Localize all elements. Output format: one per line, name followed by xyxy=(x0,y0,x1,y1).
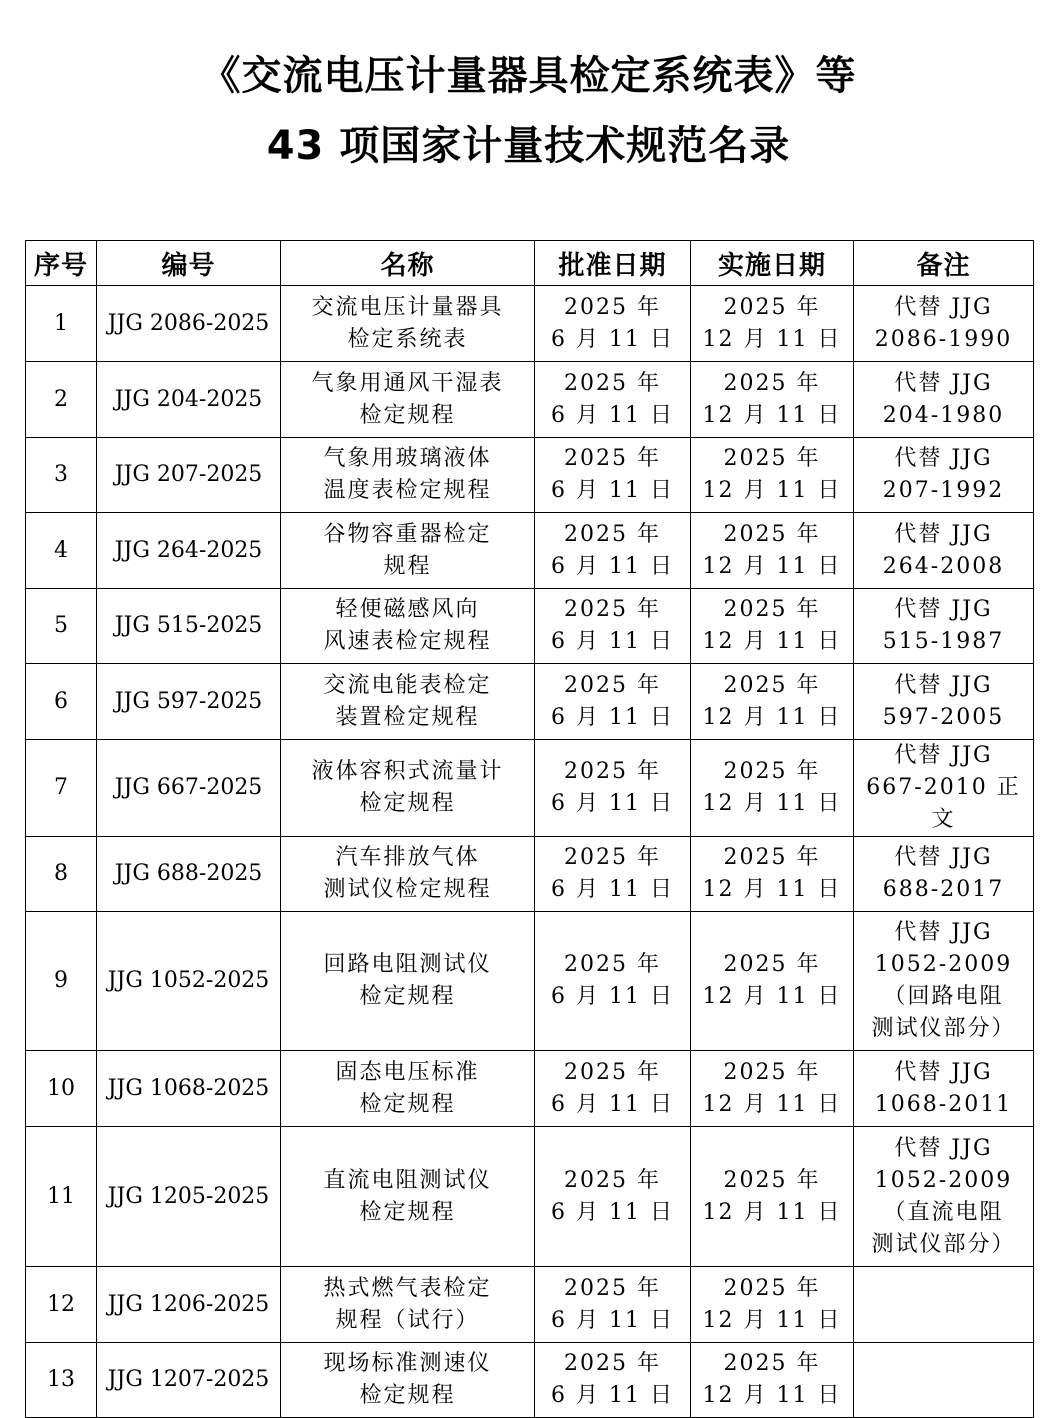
header-name: 名称 xyxy=(281,241,535,286)
implementation-date-line: 12 月 11 日 xyxy=(702,704,842,730)
table-row xyxy=(26,664,1034,740)
implementation-date-line: 2025 年 xyxy=(723,446,821,471)
spec-name-line: 轻便磁感风向 xyxy=(335,597,480,622)
approval-date-line: 6 月 11 日 xyxy=(551,478,674,503)
header-implementation-date: 实施日期 xyxy=(691,241,854,286)
remarks xyxy=(854,1267,1034,1343)
implementation-date-line: 2025 年 xyxy=(723,1059,821,1085)
approval-date-line: 2025 年 xyxy=(564,1167,661,1193)
remarks-line: 代替 JJG xyxy=(894,1135,993,1161)
approval-date xyxy=(535,438,691,513)
row-index: 8 xyxy=(26,837,97,912)
approval-date-line: 6 月 11 日 xyxy=(551,1199,674,1225)
header-approval-date: 批准日期 xyxy=(535,241,691,286)
approval-date-line: 6 月 11 日 xyxy=(551,326,674,352)
approval-date-line: 2025 年 xyxy=(564,1275,661,1301)
spec-name-line: 检定规程 xyxy=(359,1091,456,1117)
remarks xyxy=(854,438,1034,513)
implementation-date xyxy=(691,513,854,589)
approval-date-line: 2025 年 xyxy=(564,845,661,870)
approval-date-line: 2025 年 xyxy=(564,1351,661,1376)
remarks-line: 207-1992 xyxy=(882,478,1005,503)
remarks xyxy=(854,664,1034,740)
approval-date-line: 2025 年 xyxy=(564,370,661,396)
remarks-line: 代替 JJG xyxy=(894,672,993,698)
approval-date-line: 6 月 11 日 xyxy=(551,1383,674,1408)
spec-name-line: 检定规程 xyxy=(359,1199,456,1225)
header-index: 序号 xyxy=(26,241,97,286)
implementation-date-line: 12 月 11 日 xyxy=(702,402,842,428)
implementation-date-line: 12 月 11 日 xyxy=(702,1383,842,1408)
spec-code: JJG 207-2025 xyxy=(97,438,281,513)
remarks xyxy=(854,362,1034,438)
approval-date-line: 6 月 11 日 xyxy=(551,791,674,816)
approval-date xyxy=(535,286,691,362)
approval-date-line: 2025 年 xyxy=(564,521,661,547)
remarks-line: 代替 JJG xyxy=(894,1059,993,1085)
row-index: 10 xyxy=(26,1051,97,1127)
spec-code: JJG 1207-2025 xyxy=(97,1343,281,1418)
implementation-date-line: 2025 年 xyxy=(723,1167,821,1193)
remarks-line: 测试仪部分） xyxy=(871,1231,1016,1257)
remarks xyxy=(854,589,1034,664)
spec-name-line: 交流电压计量器具 xyxy=(311,294,504,320)
implementation-date-line: 12 月 11 日 xyxy=(702,1091,842,1117)
spec-code: JJG 515-2025 xyxy=(97,589,281,664)
document-title-line-2: 43 项国家计量技术规范名录 xyxy=(266,123,791,169)
remarks-line: 代替 JJG xyxy=(894,446,993,471)
spec-name xyxy=(281,1343,535,1418)
remarks xyxy=(854,513,1034,589)
approval-date-line: 2025 年 xyxy=(564,294,661,320)
remarks-line: 667-2010 正文 xyxy=(866,775,1021,832)
approval-date-line: 6 月 11 日 xyxy=(551,1091,674,1117)
implementation-date xyxy=(691,740,854,837)
implementation-date-line: 2025 年 xyxy=(723,521,821,547)
implementation-date-line: 2025 年 xyxy=(723,759,821,784)
approval-date-line: 2025 年 xyxy=(564,759,661,784)
approval-date-line: 2025 年 xyxy=(564,952,661,977)
header-remarks: 备注 xyxy=(854,241,1034,286)
spec-name-line: 热式燃气表检定 xyxy=(323,1275,492,1301)
remarks-line: （回路电阻 xyxy=(883,984,1004,1009)
spec-name-line: 汽车排放气体 xyxy=(335,845,480,870)
remarks-line: 代替 JJG xyxy=(894,370,993,396)
spec-name xyxy=(281,740,535,837)
remarks-line: 1068-2011 xyxy=(874,1091,1013,1117)
approval-date xyxy=(535,912,691,1051)
table-row xyxy=(26,1267,1034,1343)
remarks-line: 264-2008 xyxy=(882,553,1005,579)
row-index: 13 xyxy=(26,1343,97,1418)
spec-name-line: 检定规程 xyxy=(359,791,456,816)
row-index: 4 xyxy=(26,513,97,589)
approval-date-line: 6 月 11 日 xyxy=(551,553,674,579)
row-index: 5 xyxy=(26,589,97,664)
remarks-line: 代替 JJG xyxy=(894,845,993,870)
spec-name xyxy=(281,589,535,664)
table-row xyxy=(26,740,1034,837)
remarks-line: 515-1987 xyxy=(882,629,1005,654)
approval-date-line: 2025 年 xyxy=(564,597,661,622)
implementation-date-line: 12 月 11 日 xyxy=(702,984,842,1009)
implementation-date xyxy=(691,664,854,740)
spec-code: JJG 667-2025 xyxy=(97,740,281,837)
row-index: 11 xyxy=(26,1127,97,1267)
implementation-date-line: 2025 年 xyxy=(723,952,821,977)
remarks-line: 代替 JJG xyxy=(894,597,993,622)
remarks-line: 代替 JJG xyxy=(894,920,993,945)
implementation-date-line: 12 月 11 日 xyxy=(702,1307,842,1333)
spec-name-line: 谷物容重器检定 xyxy=(323,521,492,547)
implementation-date xyxy=(691,362,854,438)
spec-name xyxy=(281,1127,535,1267)
approval-date-line: 6 月 11 日 xyxy=(551,1307,674,1333)
table-row xyxy=(26,1343,1034,1418)
remarks-line: 代替 JJG xyxy=(894,743,993,768)
spec-name-line: 气象用玻璃液体 xyxy=(323,446,492,471)
implementation-date-line: 12 月 11 日 xyxy=(702,553,842,579)
header-code: 编号 xyxy=(97,241,281,286)
spec-name-line: 检定系统表 xyxy=(347,326,468,352)
spec-name xyxy=(281,1051,535,1127)
specification-table xyxy=(25,240,1034,1418)
spec-name-line: 回路电阻测试仪 xyxy=(323,952,492,977)
spec-name-line: 风速表检定规程 xyxy=(323,629,492,654)
implementation-date-line: 2025 年 xyxy=(723,1351,821,1376)
implementation-date-line: 12 月 11 日 xyxy=(702,478,842,503)
table-row xyxy=(26,438,1034,513)
row-index: 6 xyxy=(26,664,97,740)
spec-name xyxy=(281,513,535,589)
table-header-row xyxy=(26,241,1034,286)
table-row xyxy=(26,286,1034,362)
implementation-date xyxy=(691,1127,854,1267)
spec-name-line: 固态电压标准 xyxy=(335,1059,480,1085)
implementation-date-line: 2025 年 xyxy=(723,597,821,622)
spec-name xyxy=(281,1267,535,1343)
remarks xyxy=(854,286,1034,362)
spec-name-line: 装置检定规程 xyxy=(335,704,480,730)
approval-date xyxy=(535,1127,691,1267)
row-index: 12 xyxy=(26,1267,97,1343)
spec-name-line: 现场标准测速仪 xyxy=(323,1351,492,1376)
implementation-date-line: 2025 年 xyxy=(723,845,821,870)
approval-date xyxy=(535,362,691,438)
approval-date-line: 6 月 11 日 xyxy=(551,984,674,1009)
approval-date-line: 2025 年 xyxy=(564,1059,661,1085)
implementation-date xyxy=(691,912,854,1051)
row-index: 3 xyxy=(26,438,97,513)
spec-name-line: 气象用通风干湿表 xyxy=(311,370,504,396)
implementation-date-line: 12 月 11 日 xyxy=(702,1199,842,1225)
spec-name xyxy=(281,362,535,438)
remarks-line: 测试仪部分） xyxy=(871,1016,1016,1041)
remarks xyxy=(854,740,1034,837)
spec-code: JJG 1068-2025 xyxy=(97,1051,281,1127)
implementation-date xyxy=(691,837,854,912)
remarks-line: 代替 JJG xyxy=(894,521,993,547)
row-index: 7 xyxy=(26,740,97,837)
spec-code: JJG 264-2025 xyxy=(97,513,281,589)
row-index: 1 xyxy=(26,286,97,362)
approval-date xyxy=(535,740,691,837)
implementation-date xyxy=(691,286,854,362)
spec-name-line: 检定规程 xyxy=(359,402,456,428)
table-row xyxy=(26,589,1034,664)
approval-date-line: 6 月 11 日 xyxy=(551,704,674,730)
implementation-date xyxy=(691,589,854,664)
implementation-date-line: 12 月 11 日 xyxy=(702,326,842,352)
spec-name xyxy=(281,438,535,513)
approval-date xyxy=(535,513,691,589)
implementation-date-line: 2025 年 xyxy=(723,672,821,698)
approval-date xyxy=(535,1343,691,1418)
implementation-date-line: 2025 年 xyxy=(723,1275,821,1301)
document-title-line-1: 《交流电压计量器具检定系统表》等 xyxy=(200,53,857,99)
spec-code: JJG 204-2025 xyxy=(97,362,281,438)
table-row xyxy=(26,912,1034,1051)
table-row xyxy=(26,362,1034,438)
remarks-line: 1052-2009 xyxy=(874,1167,1013,1193)
implementation-date-line: 12 月 11 日 xyxy=(702,791,842,816)
implementation-date xyxy=(691,1051,854,1127)
remarks-line: 597-2005 xyxy=(882,704,1005,730)
spec-name-line: 检定规程 xyxy=(359,984,456,1009)
spec-code: JJG 688-2025 xyxy=(97,837,281,912)
remarks xyxy=(854,837,1034,912)
spec-code: JJG 1205-2025 xyxy=(97,1127,281,1267)
remarks-line: 1052-2009 xyxy=(874,952,1013,977)
approval-date xyxy=(535,1051,691,1127)
spec-code: JJG 2086-2025 xyxy=(97,286,281,362)
spec-name xyxy=(281,664,535,740)
approval-date xyxy=(535,589,691,664)
implementation-date-line: 2025 年 xyxy=(723,294,821,320)
implementation-date-line: 12 月 11 日 xyxy=(702,629,842,654)
table-row xyxy=(26,513,1034,589)
implementation-date-line: 12 月 11 日 xyxy=(702,877,842,902)
approval-date-line: 2025 年 xyxy=(564,672,661,698)
remarks-line: （直流电阻 xyxy=(883,1199,1004,1225)
implementation-date-line: 2025 年 xyxy=(723,370,821,396)
remarks-line: 2086-1990 xyxy=(874,326,1013,352)
spec-name-line: 交流电能表检定 xyxy=(323,672,492,698)
remarks xyxy=(854,1343,1034,1418)
spec-name-line: 测试仪检定规程 xyxy=(323,877,492,902)
table-row xyxy=(26,1051,1034,1127)
row-index: 2 xyxy=(26,362,97,438)
implementation-date xyxy=(691,438,854,513)
implementation-date xyxy=(691,1267,854,1343)
spec-name xyxy=(281,837,535,912)
spec-name-line: 液体容积式流量计 xyxy=(311,759,504,784)
approval-date xyxy=(535,664,691,740)
spec-name-line: 规程 xyxy=(383,553,432,579)
row-index: 9 xyxy=(26,912,97,1051)
remarks xyxy=(854,912,1034,1051)
table-row xyxy=(26,837,1034,912)
spec-name-line: 检定规程 xyxy=(359,1383,456,1408)
spec-code: JJG 597-2025 xyxy=(97,664,281,740)
spec-name-line: 温度表检定规程 xyxy=(323,478,492,503)
spec-name-line: 规程（试行） xyxy=(335,1307,480,1333)
remarks-line: 204-1980 xyxy=(882,402,1005,428)
approval-date-line: 6 月 11 日 xyxy=(551,877,674,902)
spec-name-line: 直流电阻测试仪 xyxy=(323,1167,492,1193)
table-row xyxy=(26,1127,1034,1267)
remarks xyxy=(854,1051,1034,1127)
spec-code: JJG 1206-2025 xyxy=(97,1267,281,1343)
spec-code: JJG 1052-2025 xyxy=(97,912,281,1051)
remarks-line: 688-2017 xyxy=(882,877,1005,902)
spec-name xyxy=(281,286,535,362)
approval-date-line: 2025 年 xyxy=(564,446,661,471)
remarks-line: 代替 JJG xyxy=(894,294,993,320)
approval-date xyxy=(535,1267,691,1343)
implementation-date xyxy=(691,1343,854,1418)
spec-name xyxy=(281,912,535,1051)
remarks xyxy=(854,1127,1034,1267)
approval-date-line: 6 月 11 日 xyxy=(551,402,674,428)
approval-date xyxy=(535,837,691,912)
approval-date-line: 6 月 11 日 xyxy=(551,629,674,654)
